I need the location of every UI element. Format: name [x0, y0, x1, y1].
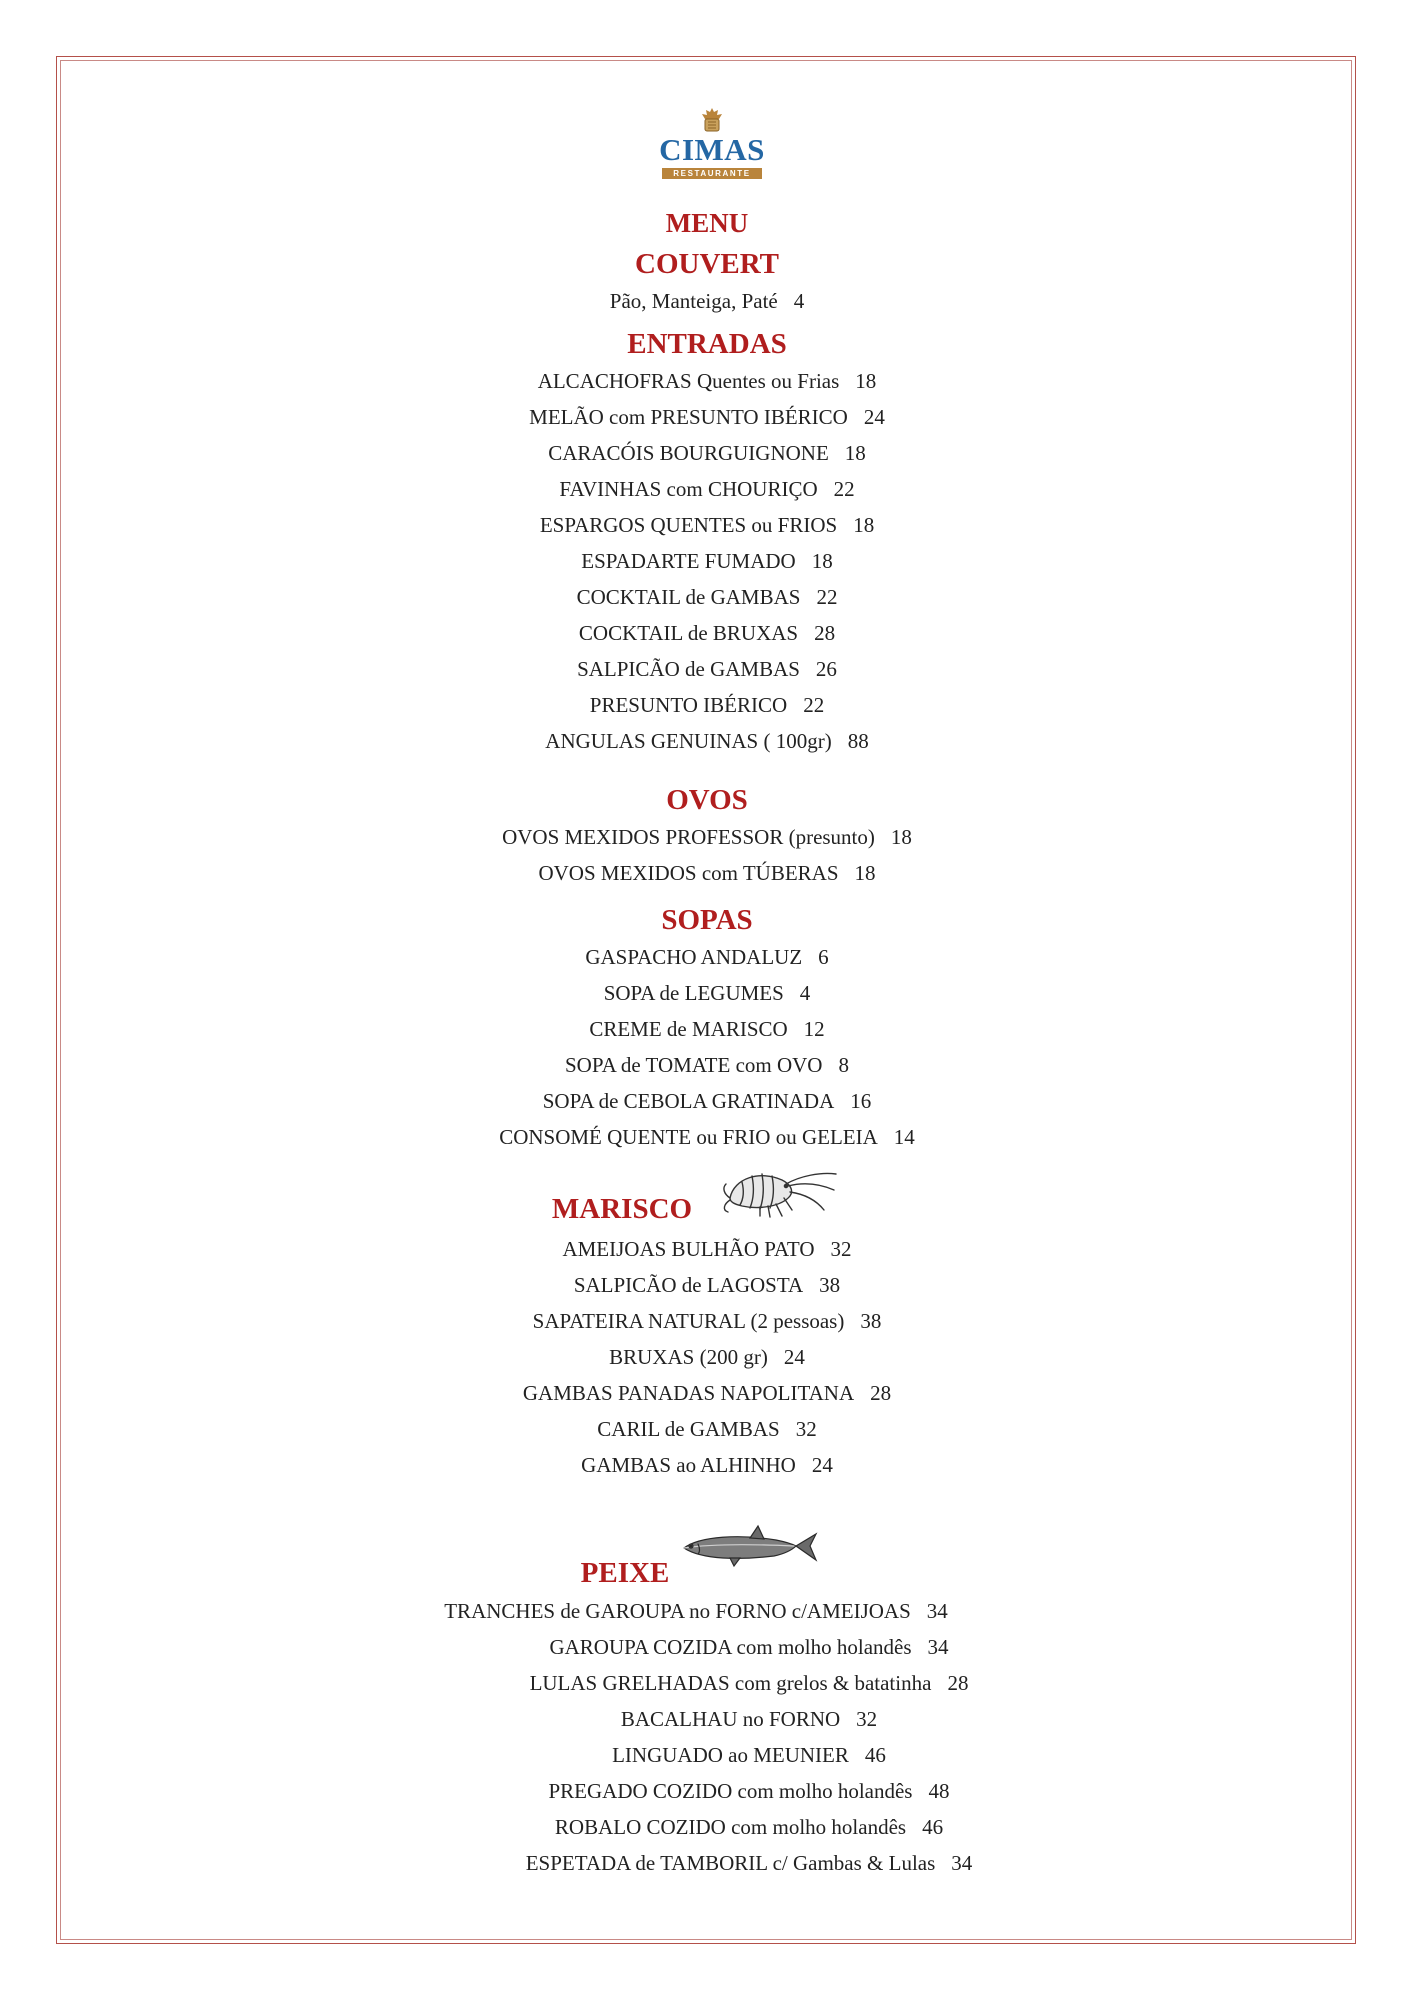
- section-title-couvert: COUVERT: [635, 248, 779, 280]
- item-price: 18: [854, 861, 876, 885]
- item-price: 34: [926, 1599, 948, 1623]
- list-item: [60, 1665, 1354, 1701]
- item-price: 22: [833, 477, 855, 501]
- item-price: 88: [847, 729, 869, 753]
- list-item: [60, 471, 1354, 507]
- item-name: CARIL de GAMBAS: [597, 1417, 780, 1441]
- item-name: LULAS GRELHADAS com grelos & batatinha: [529, 1671, 932, 1695]
- list-item: [60, 399, 1354, 435]
- item-price: 46: [864, 1743, 886, 1767]
- menu-title: MENU: [665, 208, 749, 238]
- list-item: [60, 543, 1354, 579]
- item-name: FAVINHAS com CHOURIÇO: [559, 477, 818, 501]
- item-name: ESPETADA de TAMBORIL c/ Gambas & Lulas: [525, 1851, 936, 1875]
- item-price: 22: [816, 585, 838, 609]
- item-name: Pão, Manteiga, Paté: [609, 289, 778, 313]
- list-item: [60, 819, 1354, 855]
- item-name: ESPADARTE FUMADO: [581, 549, 796, 573]
- list-item: [60, 687, 1354, 723]
- list-item: [60, 1737, 1354, 1773]
- item-name: SALPICÃO de LAGOSTA: [573, 1273, 804, 1297]
- item-name: COCKTAIL de BRUXAS: [578, 621, 799, 645]
- item-name: OVOS MEXIDOS com TÚBERAS: [538, 861, 839, 885]
- item-price: 32: [795, 1417, 817, 1441]
- item-name: MELÃO com PRESUNTO IBÉRICO: [529, 405, 848, 429]
- list-item: [60, 975, 1354, 1011]
- item-price: 34: [951, 1851, 973, 1875]
- item-name: AMEIJOAS BULHÃO PATO: [562, 1237, 815, 1261]
- item-price: 22: [803, 693, 825, 717]
- logo-tagline: RESTAURANTE: [662, 168, 762, 179]
- item-price: 4: [793, 289, 805, 313]
- item-name: GASPACHO ANDALUZ: [585, 945, 803, 969]
- item-price: 16: [850, 1089, 872, 1113]
- item-name: SALPICÃO de GAMBAS: [577, 657, 800, 681]
- item-name: OVOS MEXIDOS PROFESSOR (presunto): [502, 825, 875, 849]
- item-price: 18: [853, 513, 875, 537]
- list-item: [60, 615, 1354, 651]
- item-price: 32: [856, 1707, 878, 1731]
- list-item: [60, 1303, 1354, 1339]
- list-item: [60, 507, 1354, 543]
- list-item: [60, 1447, 1354, 1483]
- item-name: GAMBAS PANADAS NAPOLITANA: [522, 1381, 855, 1405]
- item-name: SAPATEIRA NATURAL (2 pessoas): [532, 1309, 845, 1333]
- menu-page: [60, 60, 1354, 1940]
- couvert-list: [60, 283, 1354, 319]
- item-price: 38: [860, 1309, 882, 1333]
- list-item: [60, 1593, 1354, 1629]
- section-title-marisco: MARISCO: [551, 1193, 693, 1225]
- item-price: 28: [947, 1671, 969, 1695]
- list-item: [60, 855, 1354, 891]
- item-name: TRANCHES de GAROUPA no FORNO c/AMEIJOAS: [444, 1599, 911, 1623]
- item-price: 28: [814, 621, 836, 645]
- item-price: 28: [870, 1381, 892, 1405]
- entradas-list: [60, 363, 1354, 759]
- item-name: CREME de MARISCO: [589, 1017, 788, 1041]
- item-name: COCKTAIL de GAMBAS: [576, 585, 801, 609]
- item-name: BACALHAU no FORNO: [620, 1707, 841, 1731]
- peixe-list: [60, 1593, 1354, 1881]
- item-price: 32: [830, 1237, 852, 1261]
- item-name: GAROUPA COZIDA com molho holandês: [549, 1635, 912, 1659]
- item-name: ALCACHOFRAS Quentes ou Frias: [537, 369, 840, 393]
- item-name: SOPA de TOMATE com OVO: [565, 1053, 823, 1077]
- item-name: PRESUNTO IBÉRICO: [589, 693, 788, 717]
- list-item: [60, 283, 1354, 319]
- list-item: [60, 1267, 1354, 1303]
- list-item: [60, 1231, 1354, 1267]
- list-item: [60, 723, 1354, 759]
- list-item: [60, 579, 1354, 615]
- item-price: 4: [799, 981, 811, 1005]
- item-price: 46: [922, 1815, 944, 1839]
- list-item: [60, 1047, 1354, 1083]
- item-name: ANGULAS GENUINAS ( 100gr): [545, 729, 832, 753]
- item-price: 14: [893, 1125, 915, 1149]
- item-name: CARACÓIS BOURGUIGNONE: [548, 441, 829, 465]
- item-price: 24: [863, 405, 885, 429]
- item-name: ESPARGOS QUENTES ou FRIOS: [539, 513, 838, 537]
- item-price: 12: [803, 1017, 825, 1041]
- logo-wordmark: CIMAS: [659, 132, 765, 167]
- list-item: [60, 1629, 1354, 1665]
- item-name: SOPA de CEBOLA GRATINADA: [542, 1089, 835, 1113]
- shrimp-illustration-icon: [720, 1160, 840, 1220]
- item-name: PREGADO COZIDO com molho holandês: [548, 1779, 913, 1803]
- item-price: 18: [811, 549, 833, 573]
- list-item: [60, 1083, 1354, 1119]
- item-price: 8: [838, 1053, 849, 1077]
- item-price: 24: [783, 1345, 805, 1369]
- list-item: [60, 1119, 1354, 1155]
- item-name: CONSOMÉ QUENTE ou FRIO ou GELEIA: [499, 1125, 878, 1149]
- section-title-ovos: OVOS: [666, 784, 748, 816]
- item-name: LINGUADO ao MEUNIER: [612, 1743, 849, 1767]
- list-item: [60, 651, 1354, 687]
- sopas-list: [60, 939, 1354, 1155]
- marisco-list: [60, 1231, 1354, 1483]
- item-name: BRUXAS (200 gr): [609, 1345, 768, 1369]
- item-price: 34: [927, 1635, 949, 1659]
- item-name: GAMBAS ao ALHINHO: [581, 1453, 796, 1477]
- list-item: [60, 1339, 1354, 1375]
- list-item: [60, 939, 1354, 975]
- item-price: 18: [844, 441, 866, 465]
- item-name: SOPA de LEGUMES: [603, 981, 784, 1005]
- item-price: 18: [855, 369, 877, 393]
- list-item: [60, 1845, 1354, 1881]
- crest-icon: [697, 107, 727, 133]
- item-name: ROBALO COZIDO com molho holandês: [554, 1815, 907, 1839]
- item-price: 48: [928, 1779, 950, 1803]
- item-price: 38: [819, 1273, 841, 1297]
- ovos-list: [60, 819, 1354, 891]
- item-price: 18: [890, 825, 912, 849]
- list-item: [60, 435, 1354, 471]
- section-title-entradas: ENTRADAS: [627, 328, 787, 360]
- list-item: [60, 1375, 1354, 1411]
- section-title-sopas: SOPAS: [661, 904, 753, 936]
- list-item: [60, 1773, 1354, 1809]
- item-price: 26: [815, 657, 837, 681]
- list-item: [60, 1411, 1354, 1447]
- list-item: [60, 1011, 1354, 1047]
- list-item: [60, 1701, 1354, 1737]
- item-price: 6: [818, 945, 829, 969]
- item-price: 24: [811, 1453, 833, 1477]
- list-item: [60, 1809, 1354, 1845]
- section-title-peixe: PEIXE: [580, 1557, 670, 1589]
- list-item: [60, 363, 1354, 399]
